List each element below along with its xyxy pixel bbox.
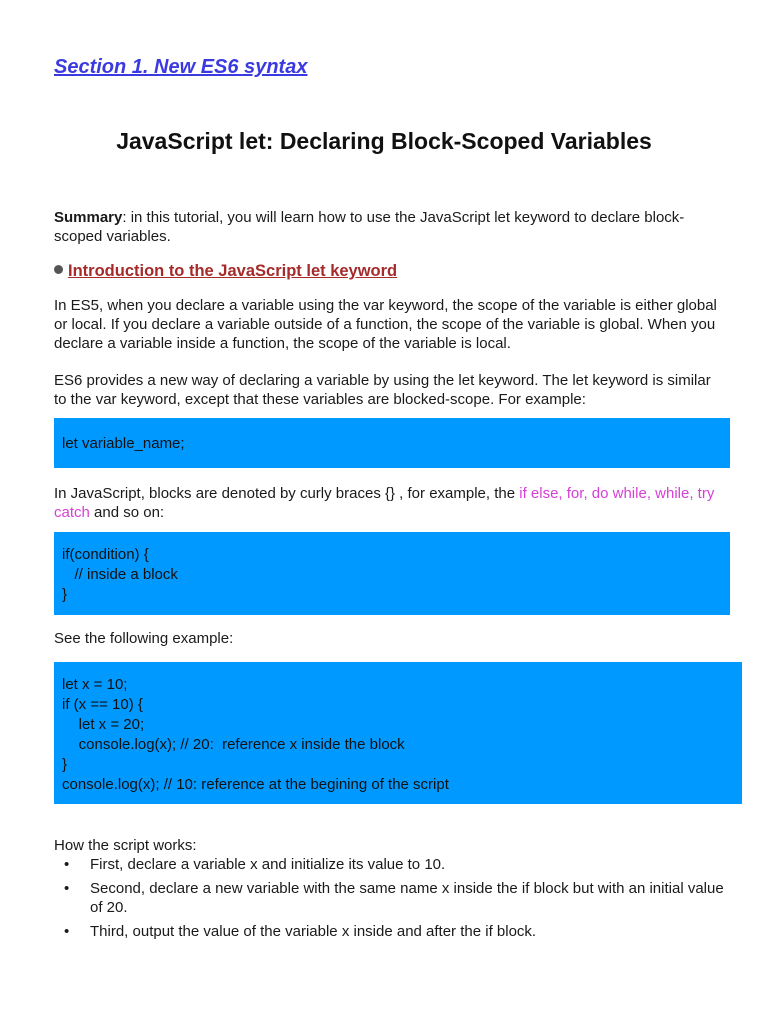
code-text: if(condition) { // inside a block }: [62, 546, 178, 603]
summary-label: Summary: [54, 209, 123, 226]
summary-text: : in this tutorial, you will learn how to use the JavaScript let keyword to declare block-scoped variables.: [54, 209, 685, 245]
summary-paragraph: [54, 208, 724, 246]
step-text: First, declare a variable x and initialize its value to 10.: [90, 856, 446, 873]
how-script-works-label: How the script works:: [54, 837, 197, 854]
code-text: let x = 10; if (x == 10) { let x = 20; console.log(x); // 20: reference x inside the block } console.log(x); // 10: reference at the begining of the script: [62, 676, 449, 793]
list-item: [54, 922, 734, 941]
bullet-icon: •: [64, 923, 70, 940]
code-block-example: [54, 662, 742, 804]
code-text: let variable_name;: [62, 435, 185, 452]
blocks-paragraph: [54, 484, 724, 522]
section-link[interactable]: Section 1. New ES6 syntax: [54, 56, 308, 78]
es5-paragraph: In ES5, when you declare a variable using the var keyword, the scope of the variable is either global or local. If you declare a variable outside of a function, the scope of the variable is global. When you declare a variable inside a function, the scope of the variable is local.: [54, 297, 717, 352]
page-title: JavaScript let: Declaring Block-Scoped Variables: [116, 128, 652, 154]
step-text: Second, declare a new variable with the same name x inside the if block but with an initial value of 20.: [90, 880, 724, 916]
bullet-icon: •: [64, 856, 70, 873]
list-item: [54, 879, 734, 917]
intro-heading-link[interactable]: Introduction to the JavaScript let keyword: [68, 262, 398, 280]
steps-list: [54, 855, 734, 946]
block-keywords-highlight: if else, for, do while, while, try catch: [54, 485, 715, 521]
es6-paragraph: ES6 provides a new way of declaring a variable by using the let keyword. The let keyword is similar to the var keyword, except that these variables are blocked-scope. For example:: [54, 372, 711, 408]
blocks-text-after: and so on:: [89, 504, 165, 521]
bullet-dot-icon: [54, 265, 63, 274]
code-block-let-declaration: [54, 418, 730, 468]
list-item: [54, 855, 734, 874]
bullet-icon: •: [64, 880, 70, 897]
blocks-text-before: In JavaScript, blocks are denoted by curly braces {} , for example, the: [54, 485, 520, 502]
code-block-if-condition: [54, 532, 730, 615]
step-text: Third, output the value of the variable x inside and after the if block.: [90, 923, 537, 940]
intro-heading[interactable]: [54, 262, 397, 281]
see-example-paragraph: See the following example:: [54, 630, 234, 647]
